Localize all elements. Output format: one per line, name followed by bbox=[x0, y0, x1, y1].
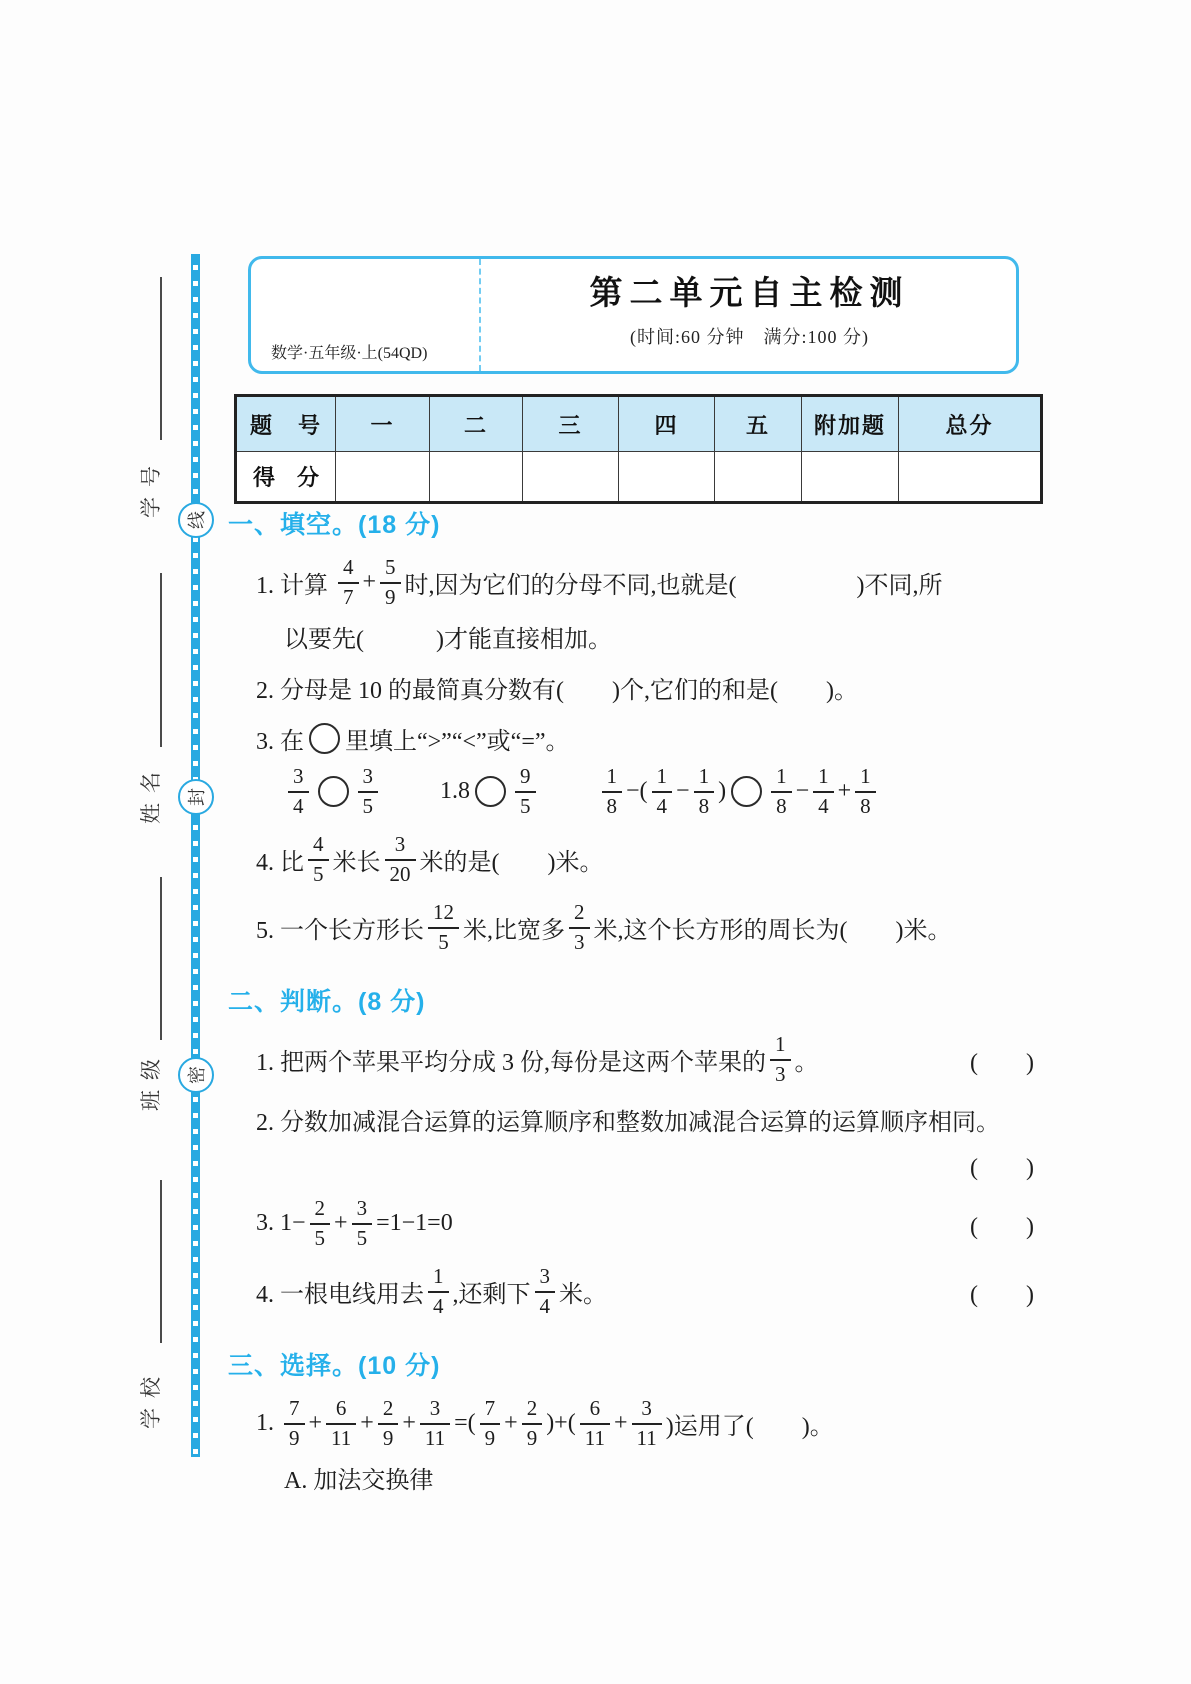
fraction-denominator: 5 bbox=[438, 929, 449, 954]
text-run: + bbox=[837, 778, 852, 805]
score-empty-cell-6 bbox=[802, 452, 899, 503]
margin-label-class: 班级 bbox=[139, 1049, 163, 1111]
fraction-denominator: 5 bbox=[520, 793, 531, 818]
question-item bbox=[228, 901, 1040, 954]
text-run: ,还剩下 bbox=[452, 1282, 531, 1309]
question-item bbox=[228, 669, 1040, 705]
text-run: + bbox=[362, 569, 377, 596]
fraction bbox=[569, 901, 590, 954]
fraction bbox=[338, 556, 359, 609]
class-write-line bbox=[160, 877, 162, 1040]
header-dashed-divider bbox=[479, 259, 481, 371]
question-line bbox=[256, 618, 1040, 654]
text-run: 米,比宽多 bbox=[463, 918, 565, 945]
question-item bbox=[228, 833, 1040, 886]
text-run: =1−1=0 bbox=[376, 1210, 453, 1237]
score-empty-cell-1 bbox=[336, 452, 430, 503]
fraction bbox=[694, 765, 715, 818]
text-run: 。 bbox=[794, 1050, 819, 1077]
text-run: 米,这个长方形的周长为( )米。 bbox=[593, 918, 952, 945]
section-heading: 一、填空。(18 分) bbox=[228, 511, 441, 539]
comparison-circle bbox=[475, 776, 506, 807]
fraction-denominator: 11 bbox=[331, 1425, 352, 1450]
comparison-circle bbox=[309, 723, 340, 754]
score-table-header-cell-5: 五 bbox=[715, 396, 802, 452]
fraction bbox=[515, 765, 536, 818]
comparison-circle bbox=[731, 776, 762, 807]
question-line bbox=[256, 833, 1040, 886]
fraction-numerator: 1 bbox=[652, 765, 673, 793]
title-area bbox=[483, 259, 1016, 371]
text-run: =( bbox=[454, 1410, 476, 1437]
fraction-numerator: 6 bbox=[580, 1397, 610, 1425]
fraction bbox=[771, 765, 792, 818]
seal-char-line bbox=[178, 502, 214, 538]
fraction bbox=[770, 1033, 791, 1086]
question-item bbox=[228, 1397, 1040, 1495]
fraction-denominator: 3 bbox=[775, 1061, 786, 1086]
text-run: 米。 bbox=[559, 1282, 607, 1309]
fraction bbox=[855, 765, 876, 818]
question-item bbox=[228, 720, 1040, 818]
name-write-line bbox=[160, 573, 162, 747]
fraction-denominator: 8 bbox=[776, 793, 787, 818]
seal-char-feng-text: 封 bbox=[187, 788, 207, 806]
score-table-header-cell-0: 题 号 bbox=[236, 396, 336, 452]
section-heading: 三、选择。(10 分) bbox=[228, 1352, 441, 1381]
section-1 bbox=[228, 505, 1040, 954]
fraction-numerator: 5 bbox=[380, 556, 401, 584]
student-id-write-line bbox=[160, 277, 162, 440]
score-empty-cell-4 bbox=[619, 452, 715, 503]
text-run: + bbox=[613, 1410, 628, 1437]
fraction bbox=[358, 765, 379, 818]
question-line bbox=[256, 720, 1040, 756]
text-run: 1. bbox=[256, 1410, 280, 1437]
score-table-header-cell-6: 附加题 bbox=[802, 396, 899, 452]
fraction bbox=[428, 1265, 449, 1318]
score-table-header-cell-3: 三 bbox=[523, 396, 619, 452]
question-item bbox=[228, 1265, 1040, 1318]
question-item bbox=[228, 1101, 1040, 1182]
question-line bbox=[256, 556, 1040, 609]
score-table-score-row bbox=[236, 452, 1042, 503]
question-line bbox=[256, 1146, 1040, 1182]
text-run: − bbox=[676, 778, 690, 805]
fraction-numerator: 7 bbox=[284, 1397, 305, 1425]
text-run: 时,因为它们的分母不同,也就是( )不同,所 bbox=[404, 573, 943, 600]
text-run: )+( bbox=[546, 1410, 576, 1437]
text-run: 2. 分数加减混合运算的运算顺序和整数加减混合运算的运算顺序相同。 bbox=[256, 1109, 1000, 1136]
answer-paren: ( ) bbox=[970, 1282, 1034, 1309]
fraction-denominator: 8 bbox=[860, 793, 871, 818]
fraction-numerator: 1 bbox=[855, 765, 876, 793]
edition-text: 数学·五年级·上(54QD) bbox=[271, 345, 428, 362]
page-subtitle: (时间:60 分钟 满分:100 分) bbox=[630, 327, 869, 347]
fraction-numerator: 4 bbox=[338, 556, 359, 584]
fraction-numerator: 3 bbox=[420, 1397, 450, 1425]
fraction bbox=[813, 765, 834, 818]
fraction bbox=[380, 556, 401, 609]
seal-char-mi-text: 密 bbox=[187, 1066, 207, 1084]
text-run: )运用了( )。 bbox=[665, 1414, 834, 1441]
fraction-numerator: 2 bbox=[310, 1197, 331, 1225]
question-line bbox=[256, 669, 1040, 705]
section-3 bbox=[228, 1346, 1040, 1495]
score-label-cell: 得 分 bbox=[236, 452, 336, 503]
fraction bbox=[652, 765, 673, 818]
fraction-numerator: 9 bbox=[515, 765, 536, 793]
seal-char-line-text: 线 bbox=[187, 511, 207, 529]
fraction-denominator: 9 bbox=[385, 584, 396, 609]
question-line bbox=[256, 1033, 1040, 1086]
fraction-denominator: 11 bbox=[636, 1425, 657, 1450]
text-run: A. 加法交换律 bbox=[284, 1467, 434, 1494]
question-item bbox=[228, 1033, 1040, 1086]
content bbox=[228, 505, 1040, 1495]
fraction-numerator: 1 bbox=[428, 1265, 449, 1293]
fraction-numerator: 3 bbox=[632, 1397, 662, 1425]
text-run: + bbox=[402, 1410, 416, 1437]
header-box bbox=[248, 256, 1019, 374]
text-run: −( bbox=[626, 778, 648, 805]
section-2 bbox=[228, 982, 1040, 1318]
text-run: + bbox=[360, 1410, 374, 1437]
fraction-numerator: 2 bbox=[378, 1397, 399, 1425]
fraction bbox=[632, 1397, 662, 1450]
fraction-denominator: 5 bbox=[356, 1225, 368, 1250]
fraction-denominator: 9 bbox=[289, 1425, 300, 1450]
fraction bbox=[602, 765, 623, 818]
text-run: 以要先( )才能直接相加。 bbox=[284, 626, 612, 653]
answer-paren: ( ) bbox=[970, 1214, 1034, 1241]
seal-char-mi bbox=[178, 1057, 214, 1093]
score-table bbox=[234, 394, 1043, 504]
fraction-denominator: 4 bbox=[818, 793, 829, 818]
fraction-numerator: 3 bbox=[385, 833, 416, 861]
gap-spacer bbox=[540, 791, 598, 792]
question-item bbox=[228, 556, 1040, 654]
fraction-denominator: 4 bbox=[293, 793, 304, 818]
score-empty-cell-2 bbox=[430, 452, 523, 503]
comparison-circle bbox=[318, 776, 349, 807]
text-run: 3. 1− bbox=[256, 1210, 306, 1237]
text-run: 米长 bbox=[332, 850, 381, 877]
fraction-numerator: 3 bbox=[288, 765, 309, 793]
fraction-denominator: 4 bbox=[433, 1293, 444, 1318]
fraction-denominator: 9 bbox=[526, 1425, 538, 1450]
text-run: 2. 分母是 10 的最简真分数有( )个,它们的和是( )。 bbox=[256, 677, 858, 704]
text-run: + bbox=[308, 1410, 323, 1437]
fraction-numerator: 2 bbox=[569, 901, 590, 929]
text-run: 4. 一根电线用去 bbox=[256, 1282, 424, 1309]
fraction-denominator: 5 bbox=[313, 861, 324, 886]
question-line bbox=[256, 901, 1040, 954]
score-empty-cell-3 bbox=[523, 452, 619, 503]
fraction bbox=[284, 1397, 305, 1450]
fraction bbox=[580, 1397, 610, 1450]
text-run: 米的是( )米。 bbox=[419, 850, 604, 877]
fraction-numerator: 3 bbox=[358, 765, 379, 793]
text-run: ) bbox=[718, 778, 727, 805]
score-table-header-cell-7: 总分 bbox=[899, 396, 1042, 452]
text-run: 里填上“>”“<”或“=”。 bbox=[345, 728, 570, 755]
score-table-header-row bbox=[236, 396, 1042, 452]
fraction-numerator: 1 bbox=[694, 765, 715, 793]
text-run: 1. 把两个苹果平均分成 3 份,每份是这两个苹果的 bbox=[256, 1050, 766, 1077]
fraction-numerator: 4 bbox=[308, 833, 329, 861]
fraction-numerator: 1 bbox=[813, 765, 834, 793]
fraction bbox=[535, 1265, 556, 1318]
fraction-denominator: 5 bbox=[362, 793, 373, 818]
fraction-denominator: 8 bbox=[606, 793, 617, 818]
fraction bbox=[428, 901, 459, 954]
question-item bbox=[228, 1197, 1040, 1250]
fraction-numerator: 12 bbox=[428, 901, 459, 929]
page-title: 第二单元自主检测 bbox=[589, 276, 910, 312]
text-run: 1. 计算 bbox=[256, 573, 334, 600]
fraction-denominator: 9 bbox=[382, 1425, 394, 1450]
fraction-numerator: 7 bbox=[480, 1397, 501, 1425]
score-empty-cell-7 bbox=[899, 452, 1042, 503]
fraction bbox=[522, 1397, 543, 1450]
fraction-numerator: 1 bbox=[770, 1033, 791, 1061]
fraction-denominator: 4 bbox=[656, 793, 668, 818]
fraction bbox=[480, 1397, 501, 1450]
fraction-numerator: 3 bbox=[535, 1265, 556, 1293]
fraction bbox=[308, 833, 329, 886]
fraction-denominator: 8 bbox=[698, 793, 710, 818]
text-run: + bbox=[334, 1210, 348, 1237]
margin-label-name: 姓名 bbox=[139, 762, 163, 824]
fraction-denominator: 11 bbox=[584, 1425, 605, 1450]
text-run: 1.8 bbox=[440, 778, 470, 805]
fraction-denominator: 20 bbox=[389, 861, 411, 886]
fraction-denominator: 3 bbox=[574, 929, 585, 954]
fraction-numerator: 3 bbox=[352, 1197, 373, 1225]
school-write-line bbox=[160, 1180, 162, 1343]
text-run: + bbox=[504, 1410, 518, 1437]
score-empty-cell-5 bbox=[715, 452, 802, 503]
seal-char-feng bbox=[178, 779, 214, 815]
fraction bbox=[420, 1397, 450, 1450]
fraction bbox=[378, 1397, 399, 1450]
seal-line-band bbox=[191, 254, 200, 1457]
fraction-denominator: 5 bbox=[314, 1225, 326, 1250]
fraction-denominator: 11 bbox=[424, 1425, 446, 1450]
fraction-numerator: 1 bbox=[771, 765, 792, 793]
gap-spacer bbox=[382, 791, 440, 792]
section-heading: 二、判断。(8 分) bbox=[228, 988, 426, 1017]
text-run: 5. 一个长方形长 bbox=[256, 918, 424, 945]
score-table-header-cell-4: 四 bbox=[619, 396, 715, 452]
text-run: 3. 在 bbox=[256, 728, 304, 755]
question-line bbox=[256, 1197, 1040, 1250]
question-line bbox=[256, 1459, 1040, 1495]
question-line bbox=[256, 1397, 1040, 1450]
text-run: 4. 比 bbox=[256, 850, 304, 877]
question-line bbox=[256, 1101, 1040, 1137]
margin-label-student-id: 学号 bbox=[139, 456, 163, 518]
fraction-numerator: 6 bbox=[326, 1397, 356, 1425]
question-line bbox=[256, 1265, 1040, 1318]
question-line bbox=[256, 765, 1040, 818]
margin-label-school: 学校 bbox=[139, 1367, 163, 1429]
fraction bbox=[326, 1397, 356, 1450]
score-table-header-cell-2: 二 bbox=[430, 396, 523, 452]
fraction bbox=[352, 1197, 373, 1250]
fraction-denominator: 7 bbox=[343, 584, 354, 609]
answer-paren: ( ) bbox=[970, 1154, 1034, 1181]
fraction-numerator: 1 bbox=[602, 765, 623, 793]
fraction-denominator: 9 bbox=[484, 1425, 496, 1450]
fraction bbox=[310, 1197, 331, 1250]
answer-paren: ( ) bbox=[970, 1050, 1034, 1077]
fraction-denominator: 4 bbox=[539, 1293, 550, 1318]
fraction bbox=[385, 833, 416, 886]
score-table-header-cell-1: 一 bbox=[336, 396, 430, 452]
text-run: − bbox=[795, 778, 810, 805]
fraction bbox=[288, 765, 309, 818]
fraction-numerator: 2 bbox=[522, 1397, 543, 1425]
